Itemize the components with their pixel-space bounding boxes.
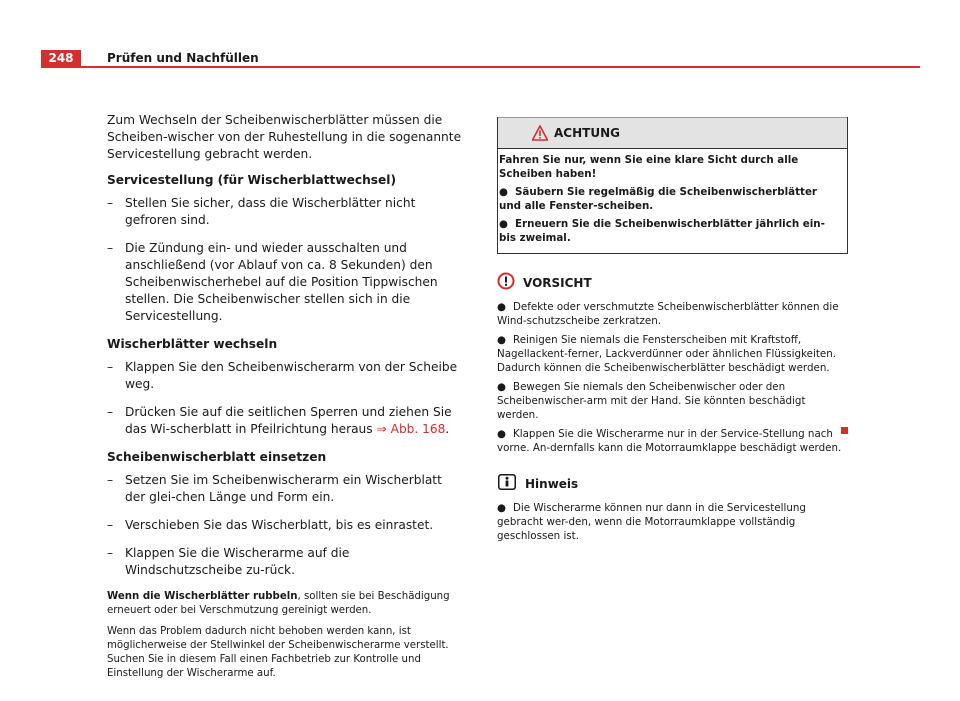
step-text-end: . — [445, 422, 450, 436]
info-note-icon — [497, 473, 517, 495]
note-rest: , sollten sie bei Beschädigung erneuert oder bei Verschmutzung gereinigt werden. — [107, 591, 450, 616]
caution-title: VORSICHT — [523, 276, 592, 290]
note-rubbing-blades — [107, 590, 463, 618]
bullet-icon: ● — [499, 186, 508, 198]
warning-intro: Fahren Sie nur, wenn Sie eine klare Sicht durch alle Scheiben haben! — [499, 154, 799, 180]
step-item — [107, 240, 463, 325]
warning-title: ACHTUNG — [554, 126, 620, 140]
caution-item-text: Bewegen Sie niemals den Scheibenwischer oder den Scheibenwischer-arm mit der Hand. Sie könnten beschädigt werden. — [497, 381, 806, 421]
note-angle-adjustment: Wenn das Problem dadurch nicht behoben werden kann, ist möglicherweise der Stellwinkel der Scheibenwischerarme verstellt. Suchen Sie in diesem Fall einen Fachbetrieb zur Kontrolle und Einstellung der Wischerarme auf. — [107, 626, 449, 679]
step-item — [107, 359, 463, 393]
bullet-icon: ● — [497, 334, 506, 346]
warning-item-text: Säubern Sie regelmäßig die Scheibenwischerblätter und alle Fenster-scheiben. — [499, 186, 818, 212]
step-item — [107, 545, 463, 579]
step-text: Setzen Sie im Scheibenwischerarm ein Wischerblatt der glei-chen Länge und Form ein. — [125, 473, 442, 504]
hint-item-text: Die Wischerarme können nur dann in die Servicestellung gebracht wer-den, wenn die Motorraumklappe vollständig geschlossen ist. — [497, 502, 806, 542]
page-number: 248 — [41, 50, 81, 66]
caution-item-text: Reinigen Sie niemals die Fensterscheiben mit Kraftstoff, Nagellackent-ferner, Lackverdünner oder ähnlichen Flüssigkeiten. Dadurch können die Scheibenwischerblätter beschädigt werden. — [497, 334, 837, 374]
bullet-icon: ● — [497, 502, 506, 514]
bullet-icon: ● — [497, 428, 506, 440]
step-dash: – — [107, 546, 114, 560]
step-item — [107, 517, 463, 534]
chapter-title: Prüfen und Nachfüllen — [107, 51, 259, 65]
section-end-marker — [841, 427, 848, 434]
section-heading-service-position: Servicestellung (für Wischerblattwechsel) — [107, 173, 397, 187]
step-item — [107, 404, 463, 438]
step-item — [107, 195, 463, 229]
right-column — [497, 117, 848, 548]
step-text: Stellen Sie sicher, dass die Wischerblätter nicht gefroren sind. — [125, 196, 416, 227]
step-dash: – — [107, 518, 114, 532]
warning-item — [499, 217, 841, 245]
warning-item-text: Erneuern Sie die Scheibenwischerblätter jährlich ein- bis zweimal. — [499, 218, 825, 244]
caution-item — [497, 380, 848, 422]
warning-box — [497, 117, 848, 254]
step-text-main: Drücken Sie auf die seitlichen Sperren und ziehen Sie das Wi-scherblatt in Pfeilrichtung heraus — [125, 405, 452, 436]
step-text: Klappen Sie den Scheibenwischerarm von der Scheibe weg. — [125, 360, 458, 391]
hint-header — [497, 473, 848, 495]
bullet-icon: ● — [499, 218, 508, 230]
step-text: Klappen Sie die Wischerarme auf die Windschutzscheibe zu-rück. — [125, 546, 350, 577]
warning-header — [498, 117, 847, 149]
section-heading-insert-blade: Scheibenwischerblatt einsetzen — [107, 450, 327, 464]
warning-triangle-icon — [532, 125, 548, 141]
caution-item-text: Klappen Sie die Wischerarme nur in der Service-Stellung nach vorne. An-dernfalls kann die Motorraumklappe beschädigt werden. — [497, 428, 842, 454]
step-dash: – — [107, 405, 114, 419]
caution-item — [497, 333, 848, 375]
warning-item — [499, 185, 841, 213]
section-heading-change-blades: Wischerblätter wechseln — [107, 337, 278, 351]
intro-paragraph: Zum Wechseln der Scheibenwischerblätter müssen die Scheiben-wischer von der Ruhestellung in die sogenannte Servicestellung gebracht werden. — [107, 113, 462, 161]
step-text: Die Zündung ein- und wieder ausschalten und anschließend (vor Ablauf von ca. 8 Sekunden) den Scheibenwischerhebel auf die Position Tippwischen stellen. Die Scheibenwischer stellen sich in die Servicestellung. — [125, 241, 438, 323]
step-dash: – — [107, 360, 114, 374]
caution-item — [497, 427, 848, 455]
step-item — [107, 472, 463, 506]
step-dash: – — [107, 196, 114, 210]
step-dash: – — [107, 241, 114, 255]
step-dash: – — [107, 473, 114, 487]
warning-body — [498, 149, 847, 253]
step-text: Verschieben Sie das Wischerblatt, bis es einrastet. — [125, 518, 434, 532]
bullet-icon: ● — [497, 381, 506, 393]
caution-item-text: Defekte oder verschmutzte Scheibenwischerblätter können die Wind-schutzscheibe zerkratzen. — [497, 301, 839, 327]
caution-circle-icon — [497, 272, 515, 294]
left-column — [107, 112, 463, 688]
bullet-icon: ● — [497, 301, 506, 313]
caution-header — [497, 272, 848, 294]
step-text — [125, 404, 463, 438]
header-divider — [41, 66, 920, 68]
hint-item — [497, 501, 848, 543]
figure-reference-link[interactable]: ⇒ Abb. 168 — [376, 422, 446, 436]
hint-title: Hinweis — [525, 477, 579, 491]
caution-item — [497, 300, 848, 328]
note-bold-lead: Wenn die Wischerblätter rubbeln — [107, 591, 298, 602]
